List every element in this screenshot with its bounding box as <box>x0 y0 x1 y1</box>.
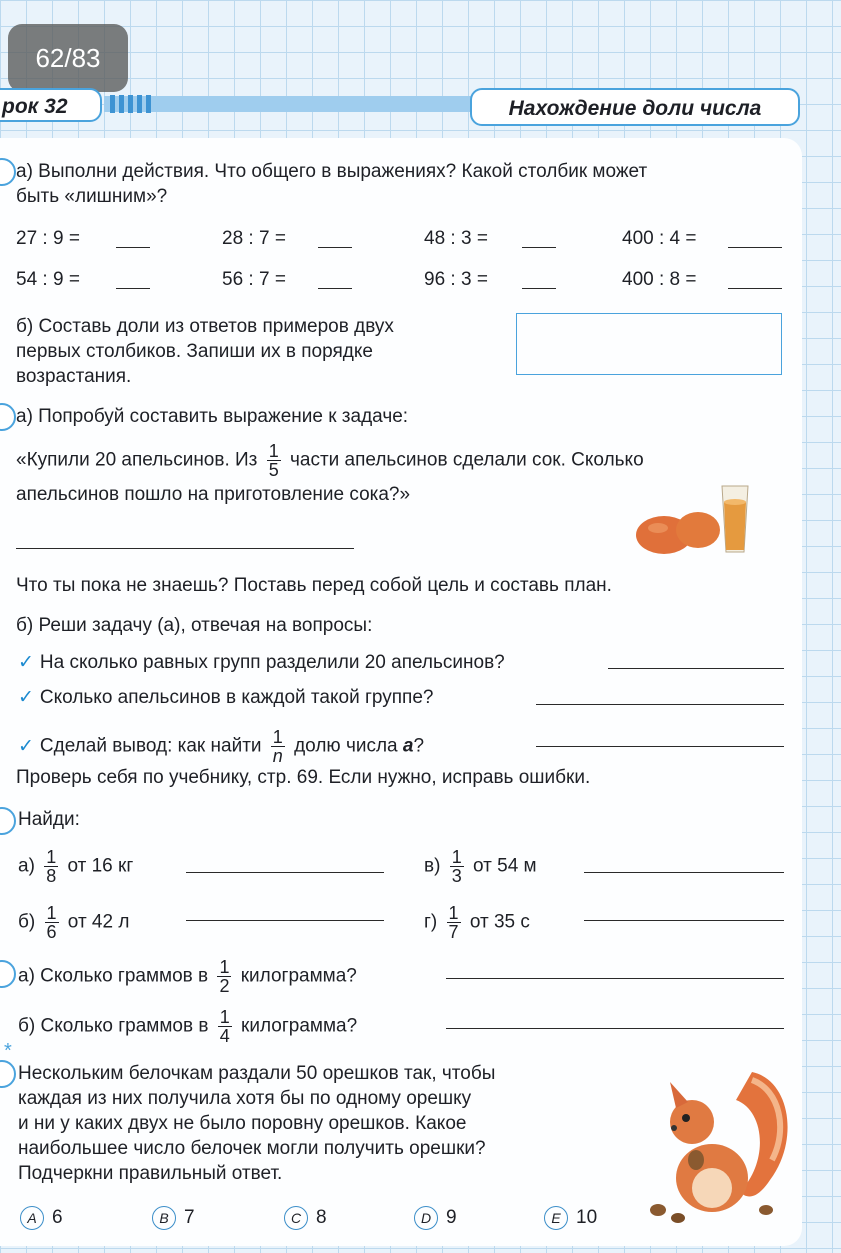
check-icon: ✓ <box>18 652 34 673</box>
star-mark: * <box>4 1040 12 1062</box>
task5-line3: и ни у каких двух не было поровну орешков. Какое <box>18 1113 467 1134</box>
expr-27-9: 27 : 9 = <box>16 228 80 249</box>
expr-400-4: 400 : 4 = <box>622 228 697 249</box>
answer-line[interactable] <box>522 288 556 289</box>
question-1: ✓ На сколько равных групп разделили 20 апельсинов? <box>18 652 505 673</box>
check-icon: ✓ <box>18 735 34 757</box>
expr-54-9: 54 : 9 = <box>16 269 80 290</box>
answer-line[interactable] <box>728 288 782 289</box>
squirrel-illustration <box>640 1060 800 1225</box>
task4-a: а) Сколько граммов в $\frac{1}{2}$ килограмма? <box>18 957 357 996</box>
task5-line1: Нескольким белочкам раздали 50 орешков так, чтобы <box>18 1063 496 1084</box>
answer-line[interactable] <box>116 247 150 248</box>
task4-b: б) Сколько граммов в $\frac{1}{4}$ килограмма? <box>18 1007 358 1046</box>
expr-48-3: 48 : 3 = <box>424 228 488 249</box>
answer-line[interactable] <box>728 247 782 248</box>
answer-line-4a[interactable] <box>446 978 784 979</box>
verify-note: Проверь себя по учебнику, стр. 69. Если нужно, исправь ошибки. <box>16 767 591 788</box>
lesson-label: рок 32 <box>0 88 102 122</box>
expr-28-7: 28 : 7 = <box>222 228 286 249</box>
answer-line-q1[interactable] <box>608 668 784 669</box>
answer-line-q2[interactable] <box>536 704 784 705</box>
answer-line[interactable] <box>116 288 150 289</box>
task2-a-intro: а) Попробуй составить выражение к задаче: <box>16 406 409 427</box>
expression-answer-line[interactable] <box>16 548 354 549</box>
answer-box[interactable] <box>516 313 782 375</box>
header-stripes <box>110 95 152 113</box>
option-b[interactable]: B 7 <box>152 1206 195 1230</box>
topic-title: Нахождение доли числа <box>470 88 800 126</box>
task5-line4: наибольшее число белочек могли получить орешки? <box>18 1138 486 1159</box>
task2-problem-line2: апельсинов пошло на приготовление сока?» <box>16 484 411 505</box>
answer-line-v[interactable] <box>584 872 784 873</box>
answer-line-q3[interactable] <box>536 746 784 747</box>
option-letter-b: B <box>152 1206 176 1230</box>
answer-line[interactable] <box>318 247 352 248</box>
option-d[interactable]: D 9 <box>414 1206 457 1230</box>
question-2: ✓ Сколько апельсинов в каждой такой группе? <box>18 687 434 708</box>
answer-line-g[interactable] <box>584 920 784 921</box>
task5-line5: Подчеркни правильный ответ. <box>18 1163 283 1184</box>
page-counter: 62/83 <box>8 24 128 92</box>
find-item-v: в) $\frac{1}{3}$ от 54 м <box>424 847 537 886</box>
option-e[interactable]: E 10 <box>544 1206 597 1230</box>
option-letter-a: A <box>20 1206 44 1230</box>
header-band <box>104 96 504 112</box>
find-item-b: б) $\frac{1}{6}$ от 42 л <box>18 903 130 942</box>
expr-96-3: 96 : 3 = <box>424 269 488 290</box>
expr-400-8: 400 : 8 = <box>622 269 697 290</box>
fraction-one-n: $\frac{1}{n}$ <box>272 727 283 766</box>
check-icon: ✓ <box>18 687 34 708</box>
task1-b-line3: возрастания. <box>16 366 132 387</box>
task1-b-line1: б) Составь доли из ответов примеров двух <box>16 316 394 337</box>
task1-a-line2: быть «лишним»? <box>16 186 168 207</box>
task2-problem-line1: «Купили 20 апельсинов. Из $\frac{1}{5}$ части апельсинов сделали сок. Сколько <box>16 441 644 480</box>
question-3: ✓ Сделай вывод: как найти $\frac{1}{n}$ долю числа a? <box>18 727 425 766</box>
task2-goal: Что ты пока не знаешь? Поставь перед собой цель и составь план. <box>16 575 612 596</box>
find-item-g: г) $\frac{1}{7}$ от 35 с <box>424 903 530 942</box>
answer-line[interactable] <box>522 247 556 248</box>
answer-line-b[interactable] <box>186 920 384 921</box>
option-c[interactable]: C 8 <box>284 1206 327 1230</box>
task5-line2: каждая из них получила хотя бы по одному орешку <box>18 1088 472 1109</box>
fraction-one-fifth: $\frac{1}{5}$ <box>268 441 279 480</box>
option-a[interactable]: A 6 <box>20 1206 63 1230</box>
answer-line[interactable] <box>318 288 352 289</box>
task1-a-line1: а) Выполни действия. Что общего в выражениях? Какой столбик может <box>16 161 648 182</box>
expr-56-7: 56 : 7 = <box>222 269 286 290</box>
task1-b-line2: первых столбиков. Запиши их в порядке <box>16 341 373 362</box>
answer-line-a[interactable] <box>186 872 384 873</box>
find-item-a: а) $\frac{1}{8}$ от 16 кг <box>18 847 134 886</box>
task2-b-intro: б) Реши задачу (а), отвечая на вопросы: <box>16 615 373 636</box>
option-letter-d: D <box>414 1206 438 1230</box>
option-letter-e: E <box>544 1206 568 1230</box>
option-letter-c: C <box>284 1206 308 1230</box>
answer-line-4b[interactable] <box>446 1028 784 1029</box>
task3-title: Найди: <box>18 809 80 830</box>
oranges-juice-illustration <box>634 480 758 556</box>
